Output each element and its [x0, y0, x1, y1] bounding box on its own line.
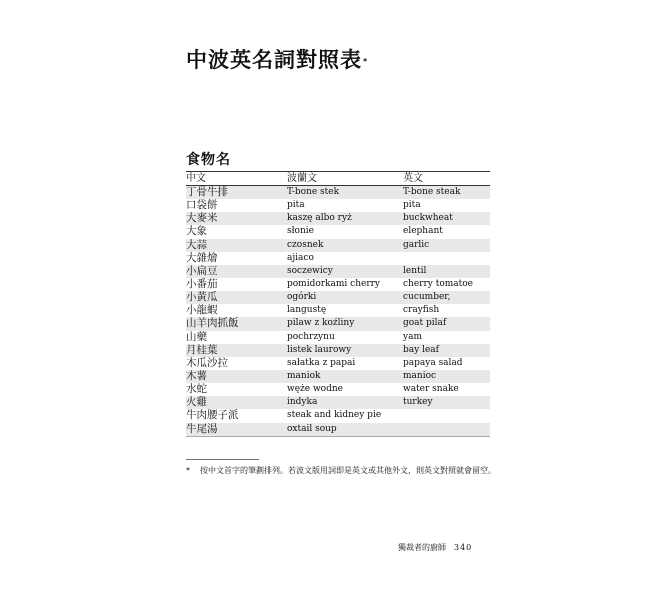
table-row [186, 239, 490, 252]
cell-chinese: 牛肉腰子派 [186, 409, 239, 422]
cell-polish: węże wodne [287, 384, 343, 395]
cell-english: T-bone steak [403, 187, 461, 197]
table-bottom-rule [186, 436, 490, 437]
header-chinese: 中文 [186, 173, 206, 184]
page-title-text: 中波英名詞對照表 [186, 48, 362, 72]
table-row [186, 383, 490, 396]
table-row [186, 304, 490, 317]
cell-english: yam [403, 331, 422, 342]
cell-chinese: 小龍蝦 [186, 304, 218, 317]
table-body [186, 186, 490, 436]
cell-chinese: 山藥 [186, 330, 207, 343]
cell-polish: sałatka z papai [287, 357, 356, 368]
table-row [186, 291, 490, 304]
cell-chinese: 山羊肉抓飯 [186, 317, 239, 330]
cell-chinese: 小番茄 [186, 277, 218, 290]
cell-polish: pilaw z koźliny [287, 318, 355, 329]
cell-chinese: 小扁豆 [186, 264, 218, 277]
table-row [186, 252, 490, 265]
cell-english: crayfish [403, 305, 440, 316]
cell-english: pita [403, 200, 421, 211]
cell-polish: słonie [287, 226, 314, 237]
cell-english: bay leaf [403, 344, 439, 355]
section-title: 食物名 [186, 152, 231, 168]
footnote [186, 464, 496, 477]
cell-chinese: 丁骨牛排 [186, 186, 228, 198]
page-title [186, 47, 368, 73]
table-row [186, 199, 490, 212]
table-row [186, 212, 490, 225]
table-row [186, 225, 490, 238]
cell-chinese: 口袋餅 [186, 199, 218, 212]
cell-polish: T-bone stek [287, 187, 340, 197]
table-header-row [186, 172, 490, 186]
cell-english: cucumber, [403, 292, 451, 303]
page-number: 340 [454, 543, 473, 552]
table-row [186, 423, 490, 436]
cell-polish: pomidorkami cherry [287, 278, 381, 289]
cell-polish: pochrzynu [287, 331, 335, 342]
table-row [186, 344, 490, 357]
cell-polish: kaszę albo ryż [287, 213, 352, 224]
table-row [186, 265, 490, 278]
cell-chinese: 小黃瓜 [186, 291, 218, 304]
cell-polish: indyka [287, 397, 318, 408]
table-row [186, 278, 490, 291]
cell-polish: langustę [287, 305, 327, 316]
cell-polish: steak and kidney pie [287, 410, 382, 421]
cell-polish: listek laurowy [287, 344, 352, 355]
cell-chinese: 月桂葉 [186, 343, 218, 356]
table-row [186, 317, 490, 330]
cell-polish: pita [287, 200, 305, 211]
cell-polish: soczewicy [287, 265, 333, 276]
cell-chinese: 木薯 [186, 369, 207, 382]
header-english: 英文 [403, 173, 423, 184]
title-footnote-marker: * [363, 57, 369, 66]
cell-english: papaya salad [403, 357, 463, 368]
footer-book-title: 獨裁者的廚師 [398, 543, 446, 552]
cell-chinese: 大雜燴 [186, 251, 218, 264]
cell-english: lentil [403, 265, 427, 276]
footnote-marker: * [186, 466, 190, 475]
cell-chinese: 牛尾湯 [186, 422, 218, 435]
table-row [186, 370, 490, 383]
glossary-table [186, 172, 490, 437]
cell-polish: ogórki [287, 292, 317, 303]
cell-chinese: 大象 [186, 225, 207, 238]
cell-english: turkey [403, 397, 433, 408]
footnote-text: 按中文首字的筆劃排列。若波文版用詞即是英文或其他外文，則英文對照就會留空。 [200, 466, 496, 475]
table-row [186, 409, 490, 422]
table-row [186, 186, 490, 199]
cell-english: goat pilaf [403, 318, 447, 329]
table-row [186, 396, 490, 409]
cell-chinese: 火雞 [186, 396, 207, 409]
cell-english: cherry tomatoe [403, 278, 474, 289]
cell-chinese: 水蛇 [186, 383, 207, 396]
footnote-separator [186, 459, 259, 460]
cell-polish: oxtail soup [287, 423, 337, 434]
header-polish: 波蘭文 [287, 173, 317, 184]
cell-chinese: 木瓜沙拉 [186, 356, 228, 369]
cell-polish: maniok [287, 370, 321, 381]
cell-english: garlic [403, 239, 430, 250]
cell-english: manioc [403, 370, 437, 381]
cell-chinese: 大麥米 [186, 212, 218, 225]
cell-english: buckwheat [403, 213, 453, 224]
cell-polish: ajiaco [287, 252, 314, 263]
table-row [186, 357, 490, 370]
running-footer [398, 542, 472, 553]
cell-english: elephant [403, 226, 443, 237]
cell-english: water snake [403, 384, 459, 395]
cell-chinese: 大蒜 [186, 238, 207, 251]
table-row [186, 331, 490, 344]
cell-polish: czosnek [287, 239, 324, 250]
